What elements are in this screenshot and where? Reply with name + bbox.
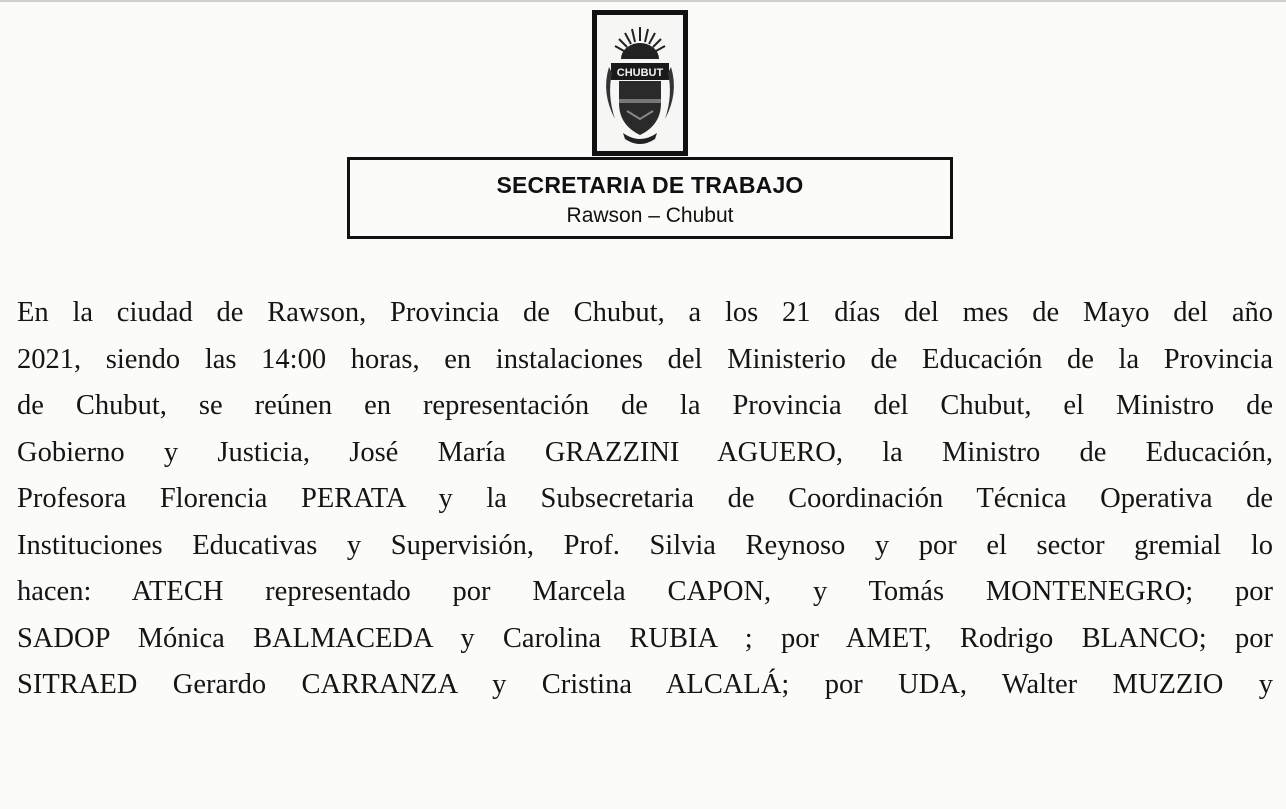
- body-line: de Chubut, se reúnen en representación de la Provincia del Chubut, el Ministro de: [17, 390, 1273, 421]
- body-line: Gobierno y Justicia, José María GRAZZINI AGUERO, la Ministro de Educación,: [17, 436, 1273, 468]
- coat-of-arms-icon: [597, 15, 683, 151]
- institution-location: Rawson – Chubut: [566, 204, 734, 227]
- body-line: Instituciones Educativas y Supervisión, Prof. Silvia Reynoso y por el sector gremial lo: [17, 529, 1273, 561]
- page-top-edge: [0, 0, 1286, 2]
- body-line: 2021, siendo las 14:00 horas, en instalaciones del Ministerio de Educación de la Provincia: [17, 343, 1273, 375]
- body-line: Profesora Florencia PERATA y la Subsecretaria de Coordinación Técnica Operativa de: [17, 483, 1273, 514]
- institution-header: [347, 157, 953, 239]
- body-line: SITRAED Gerardo CARRANZA y Cristina ALCALÁ; por UDA, Walter MUZZIO y: [17, 669, 1273, 700]
- body-line: hacen: ATECH representado por Marcela CAPON, y Tomás MONTENEGRO; por: [17, 576, 1273, 607]
- body-line: SADOP Mónica BALMACEDA y Carolina RUBIA ; por AMET, Rodrigo BLANCO; por: [17, 622, 1273, 654]
- body-line: En la ciudad de Rawson, Provincia de Chubut, a los 21 días del mes de Mayo del año: [17, 297, 1273, 328]
- institution-title: SECRETARIA DE TRABAJO: [496, 172, 804, 198]
- emblem-label: CHUBUT: [616, 67, 664, 79]
- document-body: [17, 290, 1273, 709]
- chubut-emblem: [592, 10, 688, 156]
